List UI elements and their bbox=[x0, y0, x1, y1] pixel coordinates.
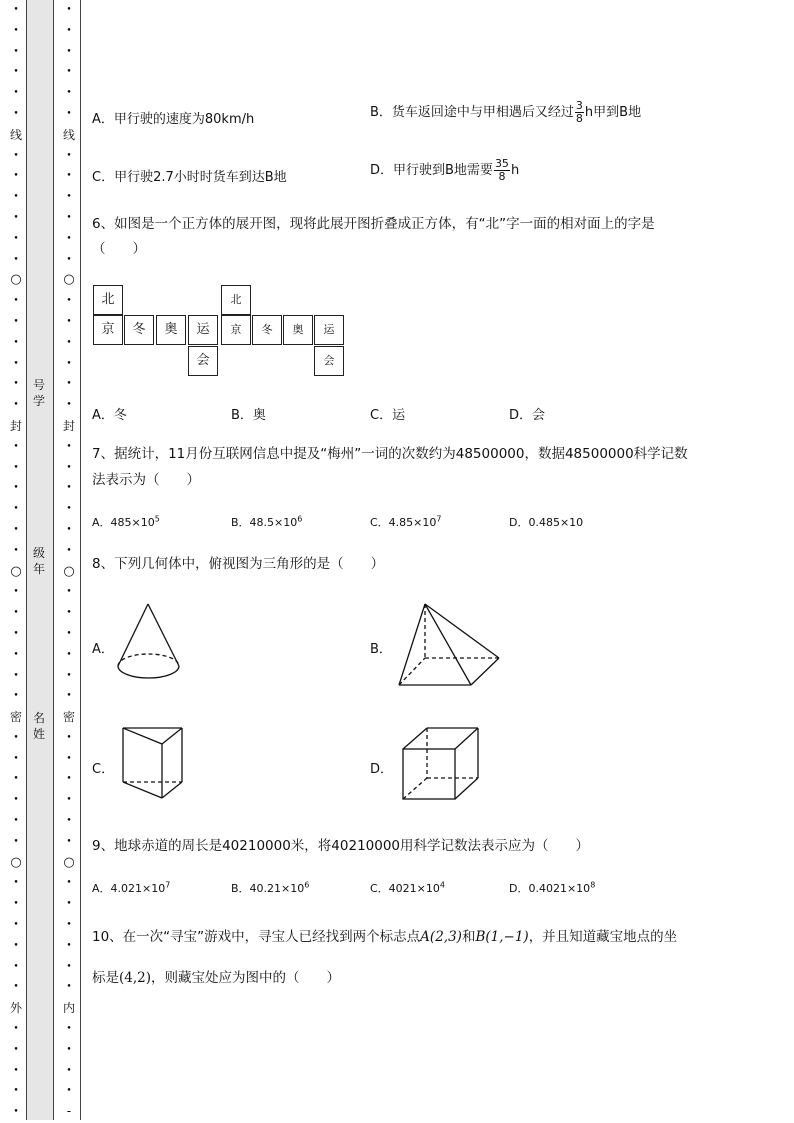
outer-dot: • bbox=[13, 920, 19, 931]
inner-dot: • bbox=[66, 608, 72, 619]
outer-dot: • bbox=[13, 212, 19, 223]
net1-face-ao: 奥 bbox=[156, 315, 186, 345]
outer-dot: • bbox=[13, 732, 19, 743]
inner-dot: • bbox=[66, 25, 72, 36]
inner-dot: • bbox=[66, 296, 72, 307]
q6-option-c: C．运 bbox=[370, 408, 406, 423]
fraction-3-8: $\frac{3}{8}$ bbox=[575, 99, 583, 125]
outer-dot: • bbox=[13, 483, 19, 494]
outer-dot: • bbox=[13, 504, 19, 515]
outer-dot: • bbox=[13, 316, 19, 327]
prism-figure bbox=[118, 722, 190, 804]
net1-face-hui: 会 bbox=[188, 346, 218, 376]
q8-label-c: C． bbox=[92, 762, 115, 777]
outer-dot: • bbox=[13, 670, 19, 681]
q9-stem: 9、地球赤道的周长是40210000米，将40210000用科学记数法表示应为（ ） bbox=[92, 838, 590, 854]
outer-dot: • bbox=[13, 46, 19, 57]
outer-seal-mark: 封 bbox=[9, 418, 22, 433]
inner-dot: • bbox=[66, 67, 72, 78]
inner-dot: • bbox=[66, 358, 72, 369]
q9-option-c: C．$4021\times 10^4$ bbox=[370, 880, 445, 895]
outer-dot: • bbox=[13, 254, 19, 265]
fraction-35-8: $\frac{35}{8}$ bbox=[494, 157, 509, 183]
outer-dot: • bbox=[13, 67, 19, 78]
net2-face-hui: 会 bbox=[314, 346, 344, 376]
inner-dot: • bbox=[66, 46, 72, 57]
student-number-label: 号学 bbox=[32, 378, 45, 408]
inner-dot: • bbox=[66, 1024, 72, 1035]
q5-option-d: D．甲行驶到B地需要 $\frac{35}{8}$ h bbox=[370, 157, 520, 183]
inner-seal-mark: 内 bbox=[62, 1001, 75, 1016]
q7-option-b: B．$48.5\times 10^6$ bbox=[231, 514, 303, 529]
q7-stem: 7、据统计，11月份互联网信息中提及“梅州”一词的次数约为48500000，数据48500000科学记数 bbox=[92, 446, 688, 462]
outer-dot: • bbox=[13, 400, 19, 411]
inner-dot: • bbox=[66, 795, 72, 806]
net2-face-ao: 奥 bbox=[283, 315, 313, 345]
net1-face-yun: 运 bbox=[188, 315, 218, 345]
outer-dot: • bbox=[13, 379, 19, 390]
inner-dot: • bbox=[66, 1065, 72, 1076]
q8-label-a: A． bbox=[92, 642, 114, 657]
outer-dot: • bbox=[13, 1107, 19, 1118]
q6-answer-paren: （ ） bbox=[92, 241, 146, 257]
q8-stem: 8、下列几何体中，俯视图为三角形的是（ ） bbox=[92, 556, 385, 572]
inner-dot: • bbox=[66, 108, 72, 119]
outer-dot: • bbox=[13, 233, 19, 244]
inner-dot: • bbox=[66, 150, 72, 161]
inner-dot: • bbox=[66, 254, 72, 265]
inner-dot: • bbox=[66, 878, 72, 889]
name-label: 名姓 bbox=[32, 711, 45, 741]
inner-dot: • bbox=[66, 524, 72, 535]
outer-dot: • bbox=[13, 524, 19, 535]
inner-dot: • bbox=[66, 88, 72, 99]
inner-dot: • bbox=[66, 920, 72, 931]
q10-stem: 10、在一次“寻宝”游戏中，寻宝人已经找到两个标志点A(2,3)和B(1,−1)，并且知道藏宝地点的坐 bbox=[92, 929, 678, 945]
inner-seal-mark: 密 bbox=[62, 710, 75, 725]
net1-face-dong: 冬 bbox=[124, 315, 154, 345]
q8-label-d: D． bbox=[370, 762, 394, 777]
pyramid-figure bbox=[395, 600, 505, 692]
inner-dot: • bbox=[66, 816, 72, 827]
q6-option-d: D．会 bbox=[509, 408, 546, 423]
inner-dot: • bbox=[66, 836, 72, 847]
outer-seal-circle: ○ bbox=[10, 854, 22, 870]
outer-dot: • bbox=[13, 795, 19, 806]
inner-dot: • bbox=[66, 670, 72, 681]
q5-option-b: B．货车返回途中与甲相遇后又经过 $\frac{3}{8}$ h甲到B地 bbox=[370, 99, 642, 125]
q8-label-b: B． bbox=[370, 642, 392, 657]
q7-option-c: C．$4.85\times 10^7$ bbox=[370, 514, 442, 529]
cone-figure bbox=[112, 600, 188, 692]
outer-seal-mark: 外 bbox=[9, 1001, 22, 1016]
outer-dot: • bbox=[13, 628, 19, 639]
inner-seal-circle: ○ bbox=[63, 854, 75, 870]
outer-dot: • bbox=[13, 774, 19, 785]
outer-dot: • bbox=[13, 961, 19, 972]
inner-dot: • bbox=[66, 628, 72, 639]
outer-dot: • bbox=[13, 5, 19, 15]
q5-option-c: C．甲行驶2.7小时时货车到达B地 bbox=[92, 170, 287, 185]
outer-dot: • bbox=[13, 25, 19, 36]
outer-dot: • bbox=[13, 1024, 19, 1035]
inner-dot: • bbox=[66, 337, 72, 348]
outer-dot: • bbox=[13, 816, 19, 827]
inner-dot: • bbox=[66, 587, 72, 598]
outer-dot: • bbox=[13, 982, 19, 993]
inner-dot: • bbox=[66, 400, 72, 411]
inner-seal-mark: 线 bbox=[62, 127, 75, 142]
inner-dot: • bbox=[66, 982, 72, 993]
outer-dot: • bbox=[13, 108, 19, 119]
inner-dot: • bbox=[66, 649, 72, 660]
inner-dot: • bbox=[66, 212, 72, 223]
inner-dot: • bbox=[66, 5, 72, 15]
outer-seal-mark: 密 bbox=[9, 710, 22, 725]
q5-option-a: A．甲行驶的速度为80km/h bbox=[92, 112, 255, 127]
outer-dot: • bbox=[13, 358, 19, 369]
inner-dot: • bbox=[66, 316, 72, 327]
outer-dot: • bbox=[13, 899, 19, 910]
inner-dot: • bbox=[66, 732, 72, 743]
outer-dot: • bbox=[13, 150, 19, 161]
treasure-coord: (4,2) bbox=[119, 970, 152, 986]
inner-dot: • bbox=[66, 940, 72, 951]
q9-option-d: D．$0.4021\times 10^8$ bbox=[509, 880, 596, 895]
inner-dot: • bbox=[66, 961, 72, 972]
outer-dot: • bbox=[13, 88, 19, 99]
inner-dot: • bbox=[66, 899, 72, 910]
outer-dot: • bbox=[13, 1086, 19, 1097]
inner-dot: • bbox=[66, 171, 72, 182]
outer-dot: • bbox=[13, 940, 19, 951]
outer-dot: • bbox=[13, 1044, 19, 1055]
q6-stem: 6、如图是一个正方体的展开图，现将此展开图折叠成正方体，有“北”字一面的相对面上的字是 bbox=[92, 216, 655, 232]
inner-dash: - bbox=[66, 1104, 72, 1120]
outer-dot: • bbox=[13, 608, 19, 619]
outer-dot: • bbox=[13, 545, 19, 556]
outer-dot: • bbox=[13, 192, 19, 203]
inner-seal-circle: ○ bbox=[63, 272, 75, 288]
inner-dot: • bbox=[66, 753, 72, 764]
outer-seal-mark: 线 bbox=[9, 127, 22, 142]
inner-seal-mark: 封 bbox=[62, 418, 75, 433]
outer-dot: • bbox=[13, 753, 19, 764]
q7-option-a: A．$485\times 10^5$ bbox=[92, 514, 160, 529]
inner-dot: • bbox=[66, 192, 72, 203]
cube-figure bbox=[398, 722, 482, 804]
outer-dot: • bbox=[13, 649, 19, 660]
outer-seal-circle: ○ bbox=[10, 272, 22, 288]
inner-dot: • bbox=[66, 504, 72, 515]
inner-seal-column bbox=[59, 0, 79, 1123]
inner-dot: • bbox=[66, 233, 72, 244]
inner-dot: • bbox=[66, 545, 72, 556]
outer-dot: • bbox=[13, 878, 19, 889]
outer-dot: • bbox=[13, 462, 19, 473]
q9-option-a: A．$4.021\times 10^7$ bbox=[92, 880, 171, 895]
inner-dot: • bbox=[66, 1086, 72, 1097]
q6-option-b: B．奥 bbox=[231, 408, 266, 423]
outer-seal-circle: ○ bbox=[10, 563, 22, 579]
inner-dot: • bbox=[66, 379, 72, 390]
point-b: B(1,−1) bbox=[475, 929, 529, 945]
q10-stem-line2: 标是(4,2)，则藏宝处应为图中的（ ） bbox=[92, 970, 341, 986]
outer-dot: • bbox=[13, 171, 19, 182]
q7-stem-line2: 法表示为（ ） bbox=[92, 472, 200, 488]
outer-dot: • bbox=[13, 296, 19, 307]
outer-dot: • bbox=[13, 441, 19, 452]
inner-dot: • bbox=[66, 1044, 72, 1055]
grade-label: 级年 bbox=[32, 546, 45, 576]
outer-seal-column bbox=[6, 0, 26, 1123]
net2-face-yun: 运 bbox=[314, 315, 344, 345]
inner-dot: • bbox=[66, 462, 72, 473]
inner-seal-circle: ○ bbox=[63, 563, 75, 579]
net2-face-bei: 北 bbox=[221, 285, 251, 315]
outer-dot: • bbox=[13, 1065, 19, 1076]
q6-option-a: A．冬 bbox=[92, 408, 127, 423]
net1-face-jing: 京 bbox=[93, 315, 123, 345]
net2-face-dong: 冬 bbox=[252, 315, 282, 345]
margin-line-right bbox=[80, 0, 81, 1120]
point-a: A(2,3) bbox=[420, 929, 462, 945]
inner-dot: • bbox=[66, 483, 72, 494]
net2-face-jing: 京 bbox=[221, 315, 251, 345]
outer-dot: • bbox=[13, 337, 19, 348]
inner-dot: • bbox=[66, 774, 72, 785]
outer-dot: • bbox=[13, 836, 19, 847]
inner-dot: • bbox=[66, 691, 72, 702]
outer-dot: • bbox=[13, 691, 19, 702]
outer-dot: • bbox=[13, 587, 19, 598]
inner-dot: • bbox=[66, 441, 72, 452]
net1-face-bei: 北 bbox=[93, 285, 123, 315]
q9-option-b: B．$40.21\times 10^6$ bbox=[231, 880, 310, 895]
q7-option-d: D．0.485×10 bbox=[509, 516, 584, 529]
